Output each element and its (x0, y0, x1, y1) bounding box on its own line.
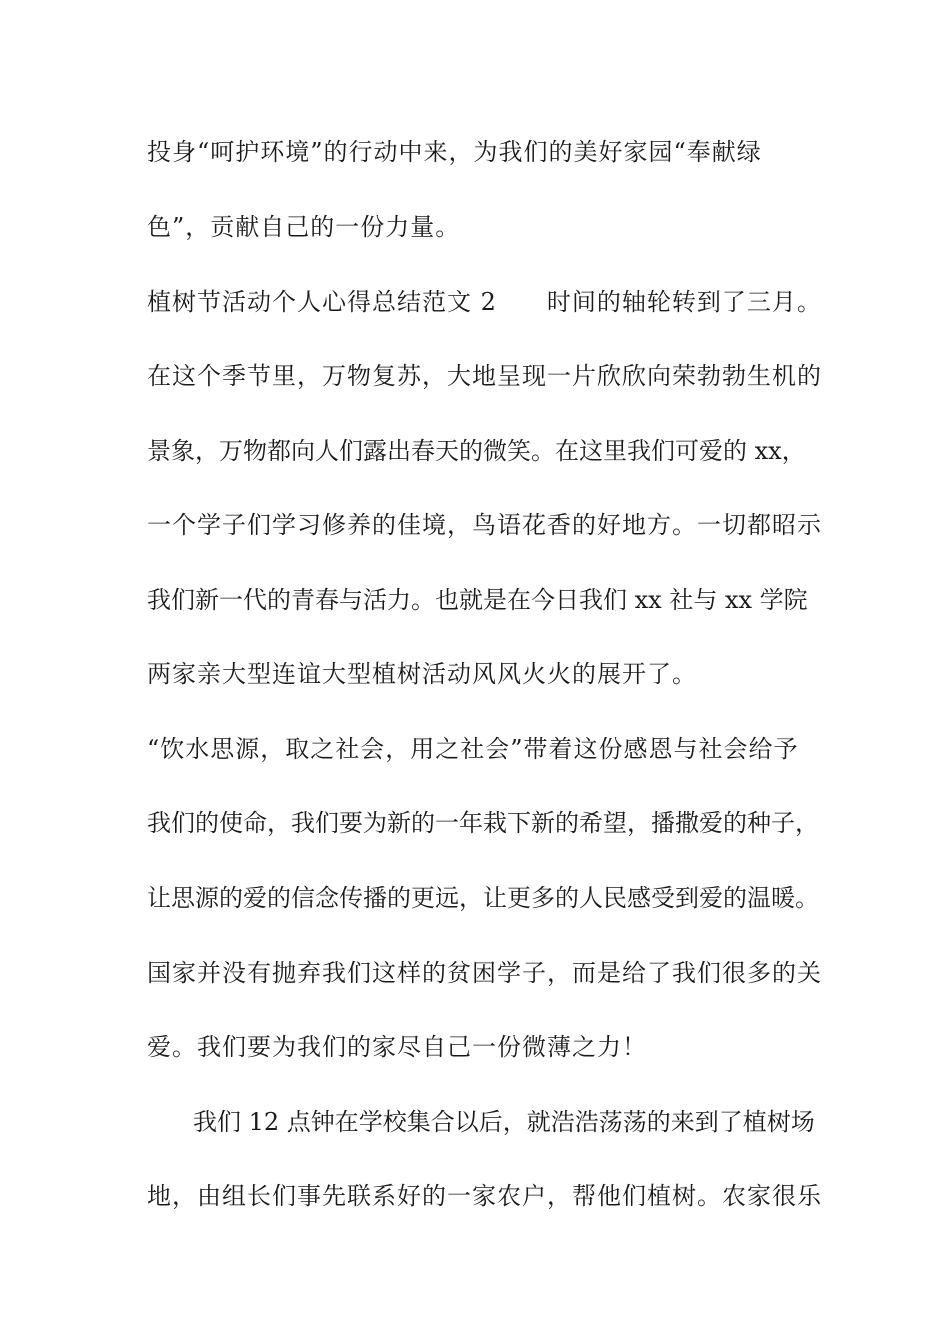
text-line: 我们新一代的青春与活力。也就是在今日我们 xx 社与 xx 学院 (147, 586, 808, 614)
text-line: 一个学子们学习修养的佳境，鸟语花香的好地方。一切都昭示 (147, 511, 822, 539)
text-line: 植树节活动个人心得总结范文 2 时间的轴轮转到了三月。 (147, 288, 822, 316)
text-line: 两家亲大型连谊大型植树活动风风火火的展开了。 (147, 660, 697, 688)
text-line: 投身“呵护环境”的行动中来，为我们的美好家园“奉献绿 (147, 138, 762, 166)
text-line: 色”，贡献自己的一份力量。 (147, 213, 461, 241)
text-line: 我们 12 点钟在学校集合以后，就浩浩荡荡的来到了植树场 (193, 1108, 815, 1136)
text-line: “饮水思源，取之社会，用之社会”带着这份感恩与社会给予 (147, 735, 799, 763)
text-line: 我们的使命，我们要为新的一年栽下新的希望，播撒爱的种子， (147, 809, 819, 837)
text-line: 景象，万物都向人们露出春天的微笑。在这里我们可爱的 xx， (147, 437, 806, 465)
text-line: 地，由组长们事先联系好的一家农户，帮他们植树。农家很乐 (147, 1182, 822, 1210)
text-line: 在这个季节里，万物复苏，大地呈现一片欣欣向荣勃勃生机的 (147, 362, 822, 390)
text-line: 让思源的爱的信念传播的更远，让更多的人民感受到爱的温暖。 (147, 884, 819, 912)
text-line: 爱。我们要为我们的家尽自己一份微薄之力！ (147, 1033, 647, 1061)
text-line: 国家并没有抛弃我们这样的贫困学子，而是给了我们很多的关 (147, 959, 822, 987)
